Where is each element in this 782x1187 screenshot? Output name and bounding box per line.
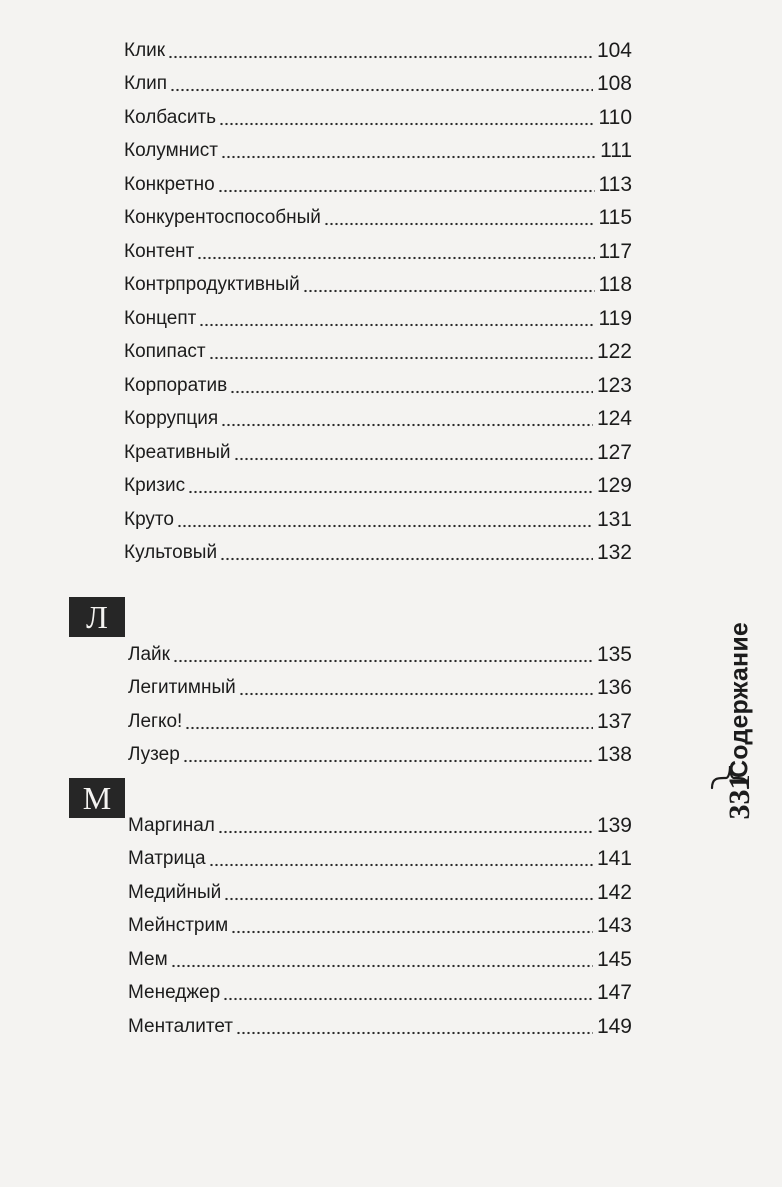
dot-leader xyxy=(170,78,593,92)
toc-entry[interactable] xyxy=(124,101,632,129)
toc-entry[interactable] xyxy=(128,976,632,1004)
dot-leader xyxy=(209,346,593,360)
dot-leader xyxy=(303,279,595,293)
dot-leader xyxy=(218,820,593,834)
entry-term: Мем xyxy=(128,949,168,970)
running-head-text: Содержание xyxy=(725,621,754,779)
dot-leader xyxy=(231,920,593,934)
entry-page-number: 131 xyxy=(596,508,632,531)
dot-leader xyxy=(324,212,595,226)
toc-entry[interactable] xyxy=(128,638,632,666)
entry-page-number: 135 xyxy=(596,643,632,666)
entry-page-number: 117 xyxy=(598,240,632,263)
entry-term: Колбасить xyxy=(124,107,217,128)
toc-entry[interactable] xyxy=(128,809,632,837)
entry-term: Конкурентоспособный xyxy=(124,207,321,228)
entry-term: Концепт xyxy=(124,308,197,329)
dot-leader xyxy=(171,954,593,968)
entry-page-number: 119 xyxy=(598,307,632,330)
toc-entry[interactable] xyxy=(128,842,632,870)
entry-page-number: 127 xyxy=(596,441,632,464)
entry-page-number: 122 xyxy=(596,340,632,363)
toc-entry[interactable] xyxy=(124,235,632,263)
dot-leader xyxy=(224,887,593,901)
toc-entry[interactable] xyxy=(124,201,632,229)
entry-page-number: 124 xyxy=(596,407,632,430)
toc-entry[interactable] xyxy=(124,34,632,62)
entry-term: Креативный xyxy=(124,442,231,463)
entry-page-number: 137 xyxy=(596,710,632,733)
dot-leader xyxy=(234,447,593,461)
toc-entry[interactable] xyxy=(128,909,632,937)
toc-entry[interactable] xyxy=(124,67,632,95)
section-letter: М xyxy=(69,778,125,818)
section-letter: Л xyxy=(69,597,125,637)
entry-term: Колумнист xyxy=(124,140,218,161)
toc-entry[interactable] xyxy=(124,168,632,196)
dot-leader xyxy=(185,716,593,730)
entry-term: Лузер xyxy=(128,744,180,765)
entry-page-number: 129 xyxy=(596,474,632,497)
entry-page-number: 138 xyxy=(596,743,632,766)
entry-page-number: 136 xyxy=(596,676,632,699)
dot-leader xyxy=(177,514,593,528)
dot-leader xyxy=(168,45,593,59)
entry-term: Кризис xyxy=(124,475,186,496)
entry-page-number: 123 xyxy=(596,374,632,397)
toc-entry[interactable] xyxy=(128,943,632,971)
entry-page-number: 111 xyxy=(600,139,632,162)
toc-entry[interactable] xyxy=(124,369,632,397)
entry-term: Культовый xyxy=(124,542,218,563)
dot-leader xyxy=(183,749,593,763)
entry-page-number: 142 xyxy=(596,881,632,904)
dot-leader xyxy=(221,145,596,159)
toc-entry[interactable] xyxy=(124,134,632,162)
entry-page-number: 104 xyxy=(596,39,632,62)
entry-page-number: 141 xyxy=(596,847,632,870)
entry-term: Клип xyxy=(124,73,168,94)
entry-term: Менеджер xyxy=(128,982,221,1003)
dot-leader xyxy=(173,649,593,663)
entry-page-number: 110 xyxy=(598,106,632,129)
dot-leader xyxy=(218,179,595,193)
toc-entry[interactable] xyxy=(128,1010,632,1038)
dot-leader xyxy=(197,246,594,260)
entry-page-number: 149 xyxy=(596,1015,632,1038)
dot-leader xyxy=(188,480,593,494)
toc-entry[interactable] xyxy=(128,738,632,766)
entry-term: Медийный xyxy=(128,882,222,903)
toc-entry[interactable] xyxy=(128,671,632,699)
toc-entry[interactable] xyxy=(124,268,632,296)
page-number-text: 331 xyxy=(723,774,756,820)
dot-leader xyxy=(230,380,593,394)
entry-term: Коррупция xyxy=(124,408,219,429)
toc-entry[interactable] xyxy=(124,469,632,497)
entry-page-number: 143 xyxy=(596,914,632,937)
dot-leader xyxy=(219,112,594,126)
toc-entry[interactable] xyxy=(124,503,632,531)
entry-term: Легитимный xyxy=(128,677,236,698)
entry-term: Контент xyxy=(124,241,195,262)
entry-page-number: 145 xyxy=(596,948,632,971)
entry-term: Маргинал xyxy=(128,815,215,836)
entry-term: Легко! xyxy=(128,711,183,732)
entry-term: Конкретно xyxy=(124,174,215,195)
entry-page-number: 108 xyxy=(596,72,632,95)
dot-leader xyxy=(236,1021,593,1035)
entry-page-number: 139 xyxy=(596,814,632,837)
entry-term: Копипаст xyxy=(124,341,206,362)
toc-entry[interactable] xyxy=(124,436,632,464)
dot-leader xyxy=(221,413,593,427)
entry-term: Мейнстрим xyxy=(128,915,229,936)
entry-term: Матрица xyxy=(128,848,206,869)
entry-term: Корпоратив xyxy=(124,375,228,396)
toc-entry[interactable] xyxy=(124,536,632,564)
dot-leader xyxy=(220,547,593,561)
dot-leader xyxy=(209,853,593,867)
toc-entry[interactable] xyxy=(124,335,632,363)
entry-term: Клик xyxy=(124,40,166,61)
dot-leader xyxy=(199,313,594,327)
dot-leader xyxy=(239,682,593,696)
toc-entry[interactable] xyxy=(128,876,632,904)
entry-page-number: 147 xyxy=(596,981,632,1004)
entry-term: Менталитет xyxy=(128,1016,233,1037)
toc-entry[interactable] xyxy=(124,402,632,430)
toc-entry[interactable] xyxy=(128,705,632,733)
entry-term: Контрпродуктивный xyxy=(124,274,300,295)
entry-page-number: 118 xyxy=(598,273,632,296)
entry-term: Лайк xyxy=(128,644,170,665)
entry-page-number: 115 xyxy=(598,206,632,229)
entry-page-number: 113 xyxy=(598,173,632,196)
dot-leader xyxy=(223,987,593,1001)
entry-term: Круто xyxy=(124,509,174,530)
entry-page-number: 132 xyxy=(596,541,632,564)
toc-entry[interactable] xyxy=(124,302,632,330)
